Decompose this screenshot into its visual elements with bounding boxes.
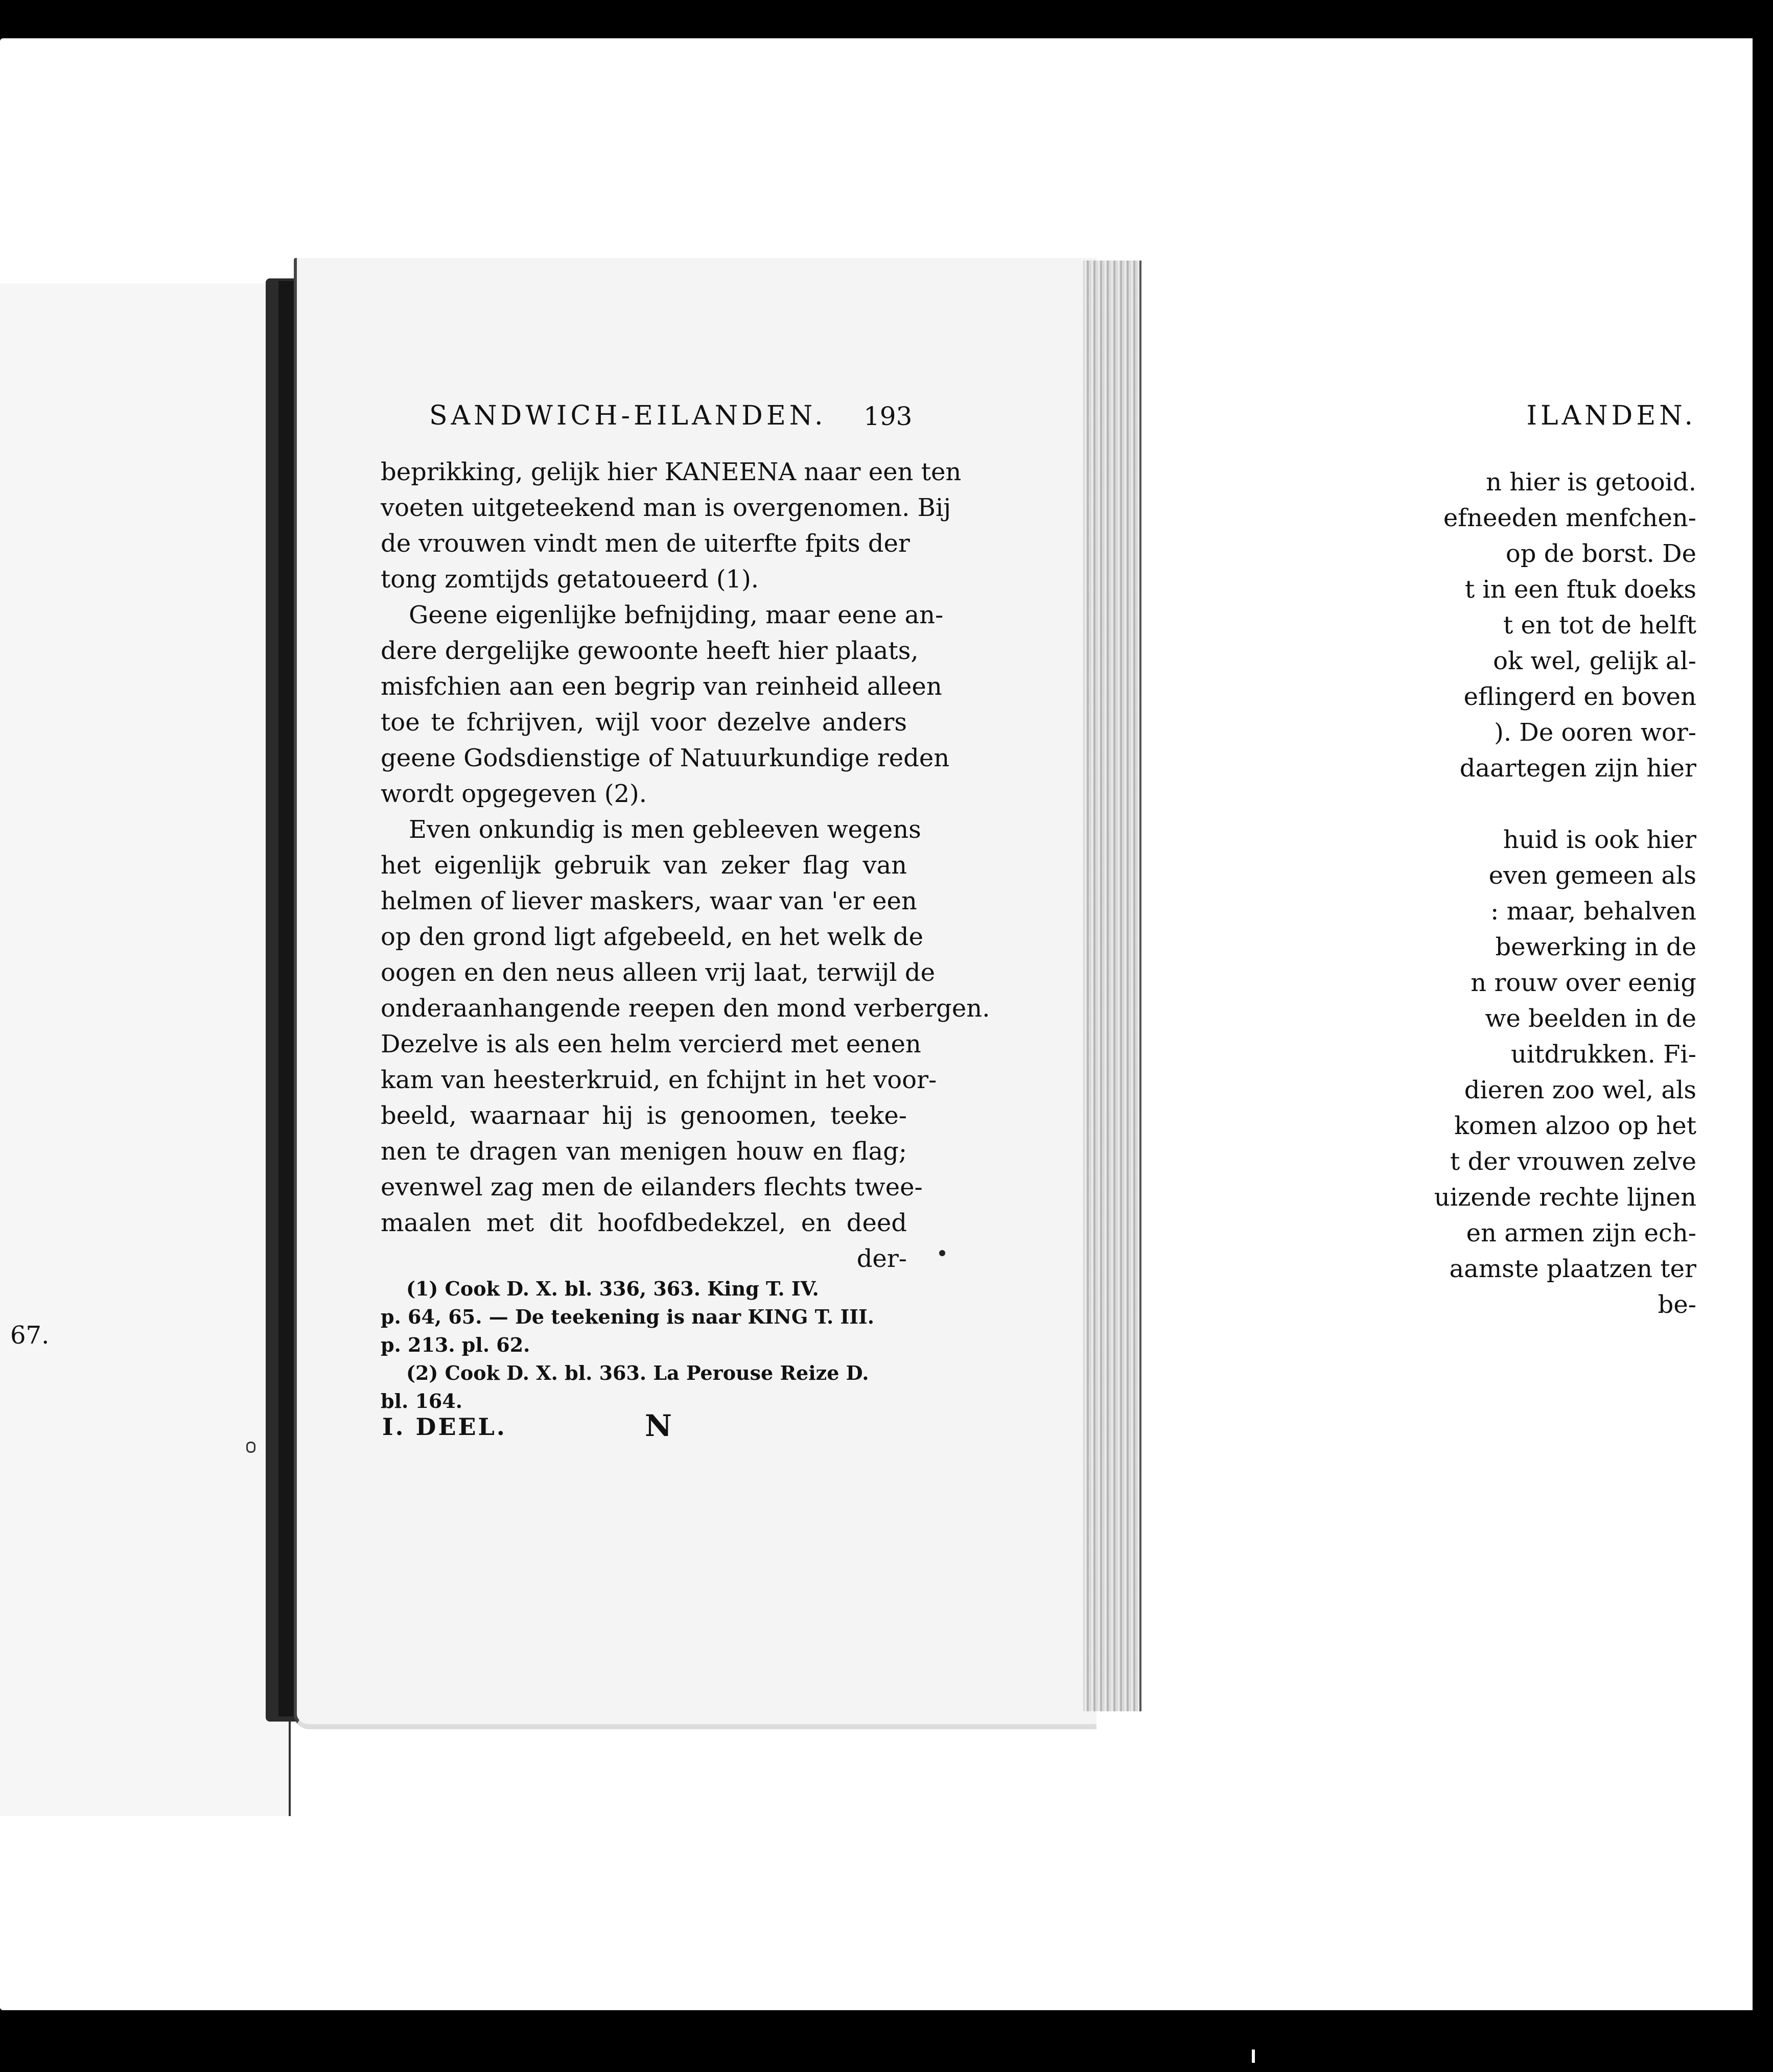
body-text-line: Geene eigenlijke befnijding, maar eene an- <box>409 601 944 629</box>
body-text-line: Even onkundig is men gebleeven wegens <box>409 815 921 844</box>
body-text-line: voeten uitgeteekend man is overgenomen. Bij <box>381 493 951 522</box>
body-text-line: onderaanhangende reepen den mond verbergen. <box>381 994 990 1023</box>
page-blemish <box>246 1442 255 1453</box>
left-text-line: ok wel, gelijk al- <box>1493 647 1696 675</box>
signature-letter: N <box>645 1408 672 1443</box>
body-text-line: Dezelve is als een helm vercierd met eenen <box>381 1030 921 1058</box>
left-text-line: huid is ook hier <box>1503 826 1696 854</box>
left-text-line: uizende rechte lijnen <box>1434 1183 1696 1212</box>
footnote-line: bl. 164. <box>381 1390 463 1412</box>
left-text-line: ). De ooren wor- <box>1494 718 1696 747</box>
page-dot <box>939 1250 945 1256</box>
footnote-line: (2) Cook D. X. bl. 363. La Perouse Reize D. <box>406 1361 869 1384</box>
signature-mark: I. DEEL. <box>382 1413 507 1441</box>
body-text-line: wordt opgegeven (2). <box>381 780 647 808</box>
footnote-line: p. 64, 65. — De teekening is naar KING T. III. <box>381 1305 874 1328</box>
left-text-line: bewerking in de <box>1495 933 1696 961</box>
page-number: 193 <box>864 402 913 431</box>
body-text-line: geene Godsdienstige of Natuurkundige reden <box>381 744 950 772</box>
body-text-line: dere dergelijke gewoonte heeft hier plaats, <box>381 637 919 665</box>
body-text-line: beeld, waarnaar hij is genoomen, teeke- <box>381 1101 907 1130</box>
left-text-line: en armen zijn ech- <box>1466 1219 1696 1247</box>
body-text-line: nen te dragen van menigen houw en flag; <box>381 1137 907 1166</box>
right-running-head: SANDWICH-EILANDEN. <box>429 401 827 431</box>
left-text-line: t der vrouwen zelve <box>1450 1147 1696 1176</box>
left-text-line: n hier is getooid. <box>1486 468 1696 497</box>
left-text-line: eflingerd en boven <box>1463 682 1696 711</box>
body-text-line: oogen en den neus alleen vrij laat, terwijl de <box>381 958 936 987</box>
left-text-line: dieren zoo wel, als <box>1464 1076 1696 1104</box>
left-footnote-fragment: 67. <box>10 1321 50 1350</box>
body-text-line: der- <box>856 1244 907 1273</box>
body-text-line: evenwel zag men de eilanders flechts twee- <box>381 1173 923 1202</box>
left-text-line: uitdrukken. Fi- <box>1510 1040 1696 1069</box>
left-text-line: daartegen zijn hier <box>1459 754 1696 783</box>
left-text-line: even gemeen als <box>1488 861 1696 890</box>
left-text-line: aamste plaatzen ter <box>1449 1255 1696 1283</box>
body-text-line: op den grond ligt afgebeeld, en het welk de <box>381 923 924 951</box>
body-text-line: beprikking, gelijk hier KANEENA naar een ten <box>381 458 962 486</box>
body-text-line: misfchien aan een begrip van reinheid alleen <box>381 672 942 701</box>
left-text-line: n rouw over eenig <box>1471 969 1696 997</box>
left-running-head: ILANDEN. <box>1526 401 1696 431</box>
body-text-line: tong zomtijds getatoueerd (1). <box>381 565 759 594</box>
footnote-line: (1) Cook D. X. bl. 336, 363. King T. IV. <box>406 1277 819 1300</box>
left-text-line: t en tot de helft <box>1503 611 1696 640</box>
left-text-line: we beelden in de <box>1485 1004 1696 1033</box>
left-text-line: efneeden menfchen- <box>1443 504 1696 532</box>
left-text-line: : maar, behalven <box>1490 897 1696 926</box>
left-text-line: be- <box>1658 1290 1696 1319</box>
scan-border <box>1753 0 1773 2072</box>
page-edges <box>1083 261 1141 1711</box>
left-text-line: komen alzoo op het <box>1454 1112 1696 1140</box>
left-text-line: t in een ftuk doeks <box>1464 575 1696 604</box>
body-text-line: kam van heesterkruid, en fchijnt in het voor- <box>381 1066 937 1094</box>
left-text-line: op de borst. De <box>1505 539 1696 568</box>
body-text-line: toe te fchrijven, wijl voor dezelve anders <box>381 708 907 737</box>
scan-mark <box>1252 2050 1255 2063</box>
left-page <box>0 284 291 1816</box>
body-text-line: de vrouwen vindt men de uiterfte fpits der <box>381 529 910 558</box>
footnote-line: p. 213. pl. 62. <box>381 1333 530 1356</box>
body-text-line: helmen of liever maskers, waar van 'er een <box>381 887 917 915</box>
body-text-line: maalen met dit hoofdbedekzel, en deed <box>381 1209 907 1237</box>
body-text-line: het eigenlijk gebruik van zeker flag van <box>381 851 907 880</box>
